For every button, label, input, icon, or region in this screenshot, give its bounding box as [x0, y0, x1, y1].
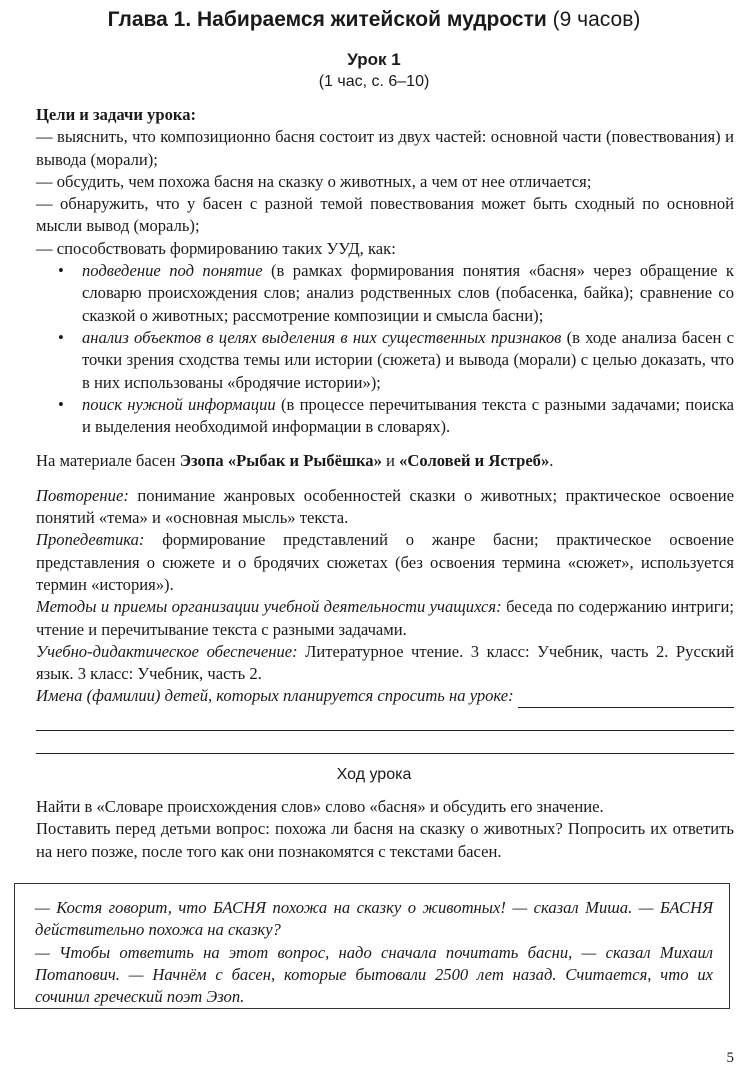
material-prefix: На материале басен	[36, 451, 180, 471]
chapter-hours: (9 часов)	[552, 8, 641, 31]
dialogue-line: — Костя говорит, что БАСНЯ похожа на сказку о животных! — сказал Миша. — БАСНЯ действительно похожа на сказку?	[35, 898, 713, 940]
dialogue-line: — Чтобы ответить на этот вопрос, надо сначала почитать басни, — сказал Михаил Потапович. — Начнём с басен, которые бытовали 2500 лет назад. Считается, что их сочинил греческий поэт Эзоп.	[35, 942, 713, 1007]
dialogue-text	[35, 897, 713, 1008]
uud-item	[36, 260, 734, 327]
uud-term: подведение под понятие	[82, 261, 263, 281]
names-blank[interactable]	[518, 691, 734, 708]
uud-term: анализ объектов в целях выделения в них существенных признаков	[82, 327, 562, 347]
chapter-title-text: Глава 1. Набираемся житейской мудрости	[107, 8, 547, 31]
names-prompt: Имена (фамилии) детей, которых планируется спросить на уроке:	[36, 686, 514, 706]
lesson-title: Урок 1	[347, 50, 401, 69]
page-number: 5	[726, 1050, 734, 1066]
bullet-icon: •	[58, 261, 64, 281]
note-propaedeutics	[36, 529, 734, 596]
uud-list	[36, 260, 734, 438]
lesson-body	[36, 104, 734, 754]
course-heading: Ход урока	[336, 766, 412, 783]
note-text: беседа по содержанию интриги; чтение и перечитывание текста с разными задачами.	[36, 597, 735, 639]
note-repetition	[36, 485, 734, 530]
goal-item: — обнаружить, что у басен с разной темой повествования может быть сходный по основной мысли вывод (мораль);	[36, 194, 734, 236]
uud-item	[36, 327, 734, 394]
names-line	[36, 685, 734, 707]
material-end: .	[549, 451, 554, 471]
course-paragraph: Найти в «Словаре происхождения слов» слово «басня» и обсудить его значение.	[36, 797, 604, 816]
bullet-icon: •	[58, 394, 64, 414]
goal-item: — способствовать формированию таких УУД, как:	[36, 238, 396, 258]
course-paragraph: Поставить перед детьми вопрос: похожа ли басня на сказку о животных? Попросить их ответить на него позже, после того как они познакомятся с текстами басен.	[36, 819, 734, 861]
note-label: Повторение:	[36, 485, 129, 505]
uud-term: поиск нужной информации	[82, 394, 276, 414]
material-fable-2: «Соловей и Ястреб»	[399, 451, 550, 471]
note-methods	[36, 596, 734, 641]
bullet-icon: •	[58, 327, 64, 347]
dialogue-frame	[14, 883, 730, 1009]
course-body	[36, 796, 734, 863]
lesson-subtitle: (1 час, с. 6–10)	[318, 73, 430, 90]
names-blank-line[interactable]	[36, 708, 734, 731]
goal-item: — выяснить, что композиционно басня состоит из двух частей: основной части (повествования) и вывода (морали);	[36, 127, 734, 169]
note-label: Пропедевтика:	[36, 530, 145, 550]
goals-heading: Цели и задачи урока:	[36, 105, 197, 124]
note-text: формирование представлений о жанре басни; практическое освоение представления о сюжете и о бродячих сюжетах (без освоения термина «сюжет», используется термин «история»).	[36, 530, 734, 594]
uud-text: (в рамках формирования понятия «басня» через обращение к словарю происхождения слов; анализ родственных слов (побасенка, байка); сравнение со сказкой о животных; рассмотрение композиции и смысла басни);	[82, 261, 734, 325]
uud-text: (в процессе перечитывания текста с разными задачами; поиска и выделения необходимой информации в словарях).	[82, 394, 735, 437]
chapter-title	[0, 8, 748, 32]
material-line	[36, 450, 734, 472]
goal-item: — обсудить, чем похожа басня на сказку о животных, а чем от нее отличается;	[36, 171, 592, 191]
uud-text: (в ходе анализа басен с точки зрения сходства темы или истории (сюжета) и вывода (морали) с целью доказать, что в них использованы «бродячие истории»);	[82, 327, 734, 392]
material-mid: и	[381, 451, 400, 471]
note-label: Методы и приемы организации учебной деятельности учащихся:	[36, 597, 502, 617]
note-materials	[36, 641, 734, 686]
names-blank-line[interactable]	[36, 731, 734, 754]
uud-item	[36, 394, 734, 439]
note-label: Учебно-дидактическое обеспечение:	[36, 641, 298, 661]
material-fable-1: Эзопа «Рыбак и Рыбёшка»	[179, 451, 382, 471]
note-text: понимание жанровых особенностей сказки о животных; практическое освоение понятий «тема» и «основная мысль» текста.	[36, 485, 734, 528]
note-text: Литературное чтение. 3 класс: Учебник, часть 2. Русский язык. 3 класс: Учебник, часть 2.	[36, 641, 735, 684]
